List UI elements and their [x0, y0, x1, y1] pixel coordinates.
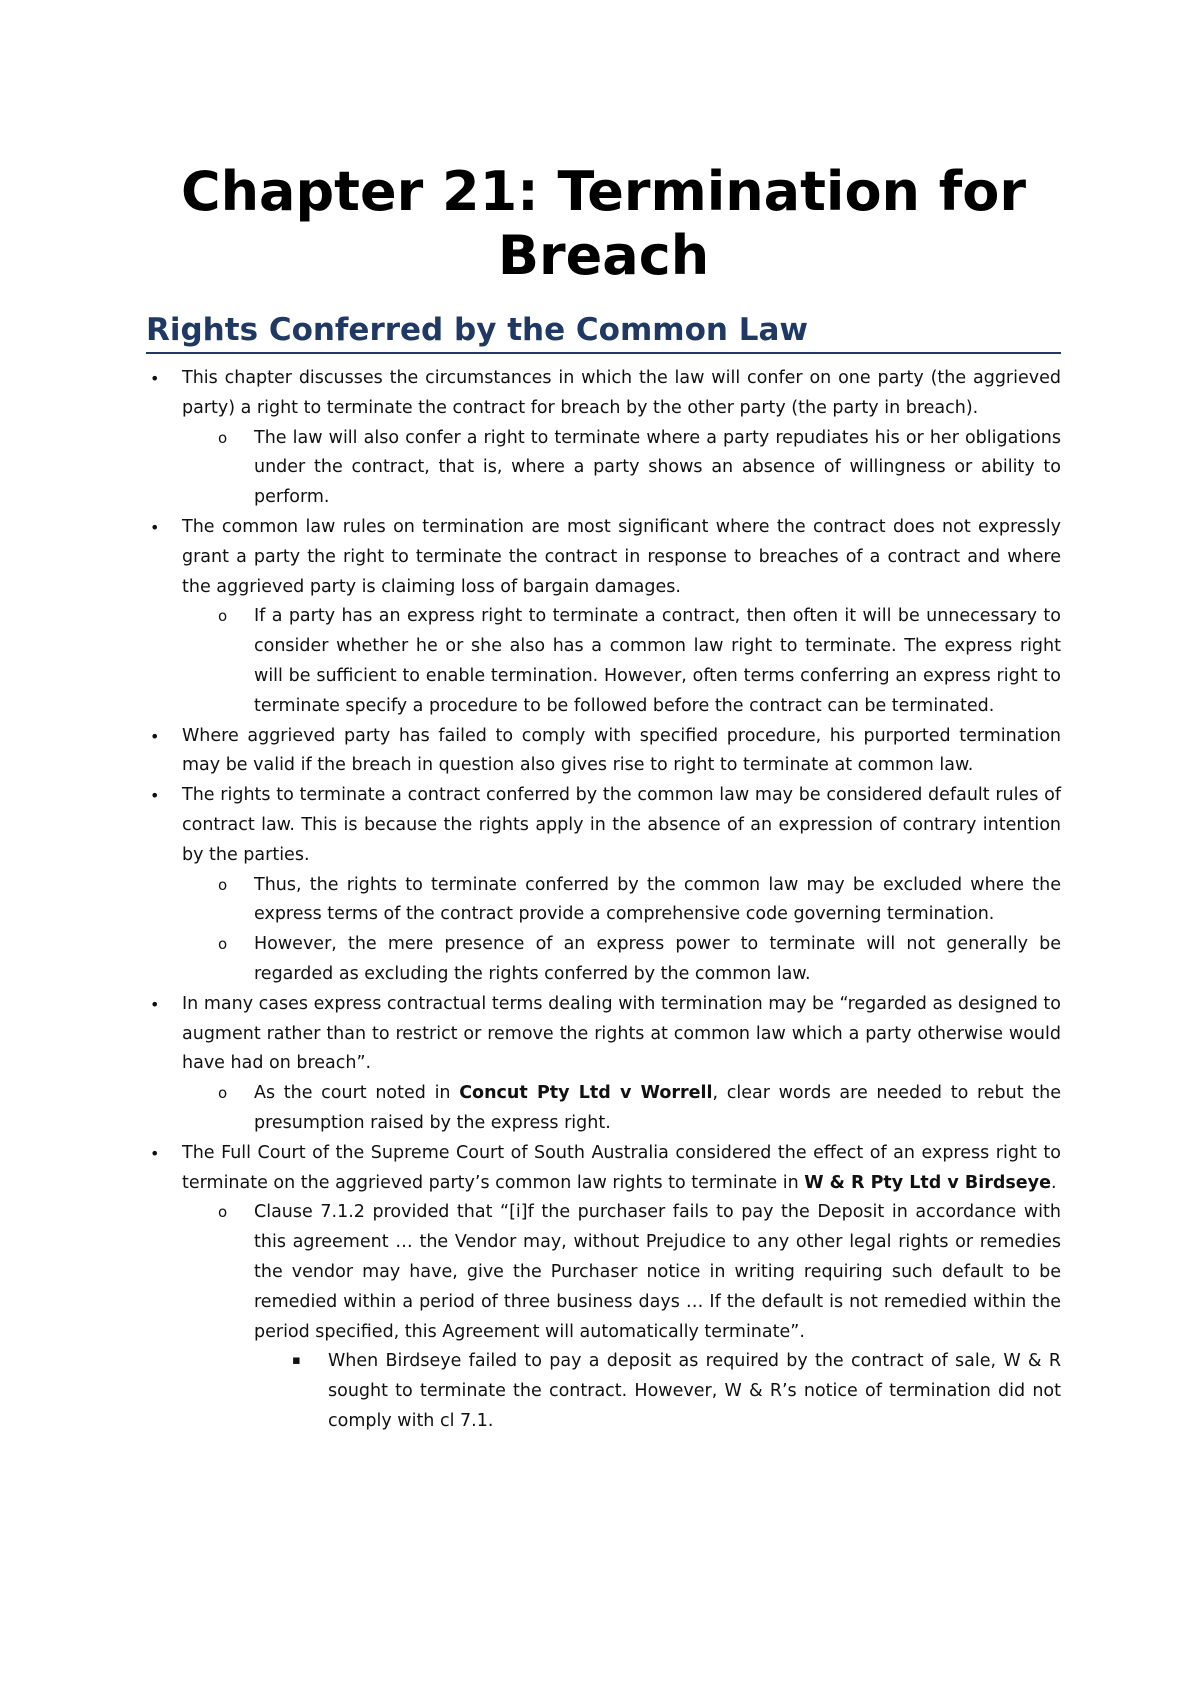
bullet-marker: • — [150, 517, 160, 537]
list-item-text: When Birdseye failed to pay a deposit as required by the contract of sale, W & R sought to terminate the contract. However, W & R’s notice of termination did not comply with cl 7.1. — [328, 1351, 1061, 1431]
sub-bullet-marker: o — [218, 935, 228, 954]
bullet-marker: • — [150, 994, 160, 1014]
bullet-marker: • — [150, 786, 160, 806]
bullet-marker: • — [150, 726, 160, 746]
list-item-text-after: . — [1050, 1172, 1057, 1193]
sub-bullet-marker: o — [218, 607, 228, 626]
bullet-marker: • — [150, 1143, 160, 1163]
section-heading: Rights Conferred by the Common Law — [146, 310, 1061, 354]
list-item-text: However, the mere presence of an express power to terminate will not generally be regarded as excluding the rights conferred by the common law. — [254, 934, 1061, 984]
case-name: Concut Pty Ltd v Worrell — [459, 1083, 713, 1104]
list-item — [146, 871, 1061, 931]
bullet-list — [146, 364, 1061, 1437]
list-item-text: The rights to terminate a contract conferred by the common law may be considered default rules of contract law. This is because the rights apply in the absence of an expression of contrary intention by the parties. — [182, 785, 1061, 865]
list-item-text: Clause 7.1.2 provided that “[i]f the purchaser fails to pay the Deposit in accordance with this agreement … the Vendor may, without Prejudice to any other legal rights or remedies the vendor may have, give the Purchaser notice in writing requiring such default to be remedied within a period of three business days … If the default is not remedied within the period specified, this Agreement will automatically terminate”. — [254, 1202, 1061, 1342]
square-bullet-marker: ▪ — [292, 1353, 301, 1369]
chapter-title: Chapter 21: Termination for Breach — [180, 160, 1027, 287]
sub-bullet-marker: o — [218, 1203, 228, 1222]
list-item-text-before: As the court noted in — [254, 1083, 460, 1104]
list-item-text: Thus, the rights to terminate conferred by the common law may be excluded where the express terms of the contract provide a comprehensive code governing termination. — [254, 874, 1061, 925]
list-item — [146, 781, 1061, 870]
list-item-text-after: , clear words are needed to rebut the presumption raised by the express right. — [254, 1083, 1062, 1133]
list-item — [146, 602, 1061, 721]
list-item — [146, 722, 1061, 782]
list-item — [146, 513, 1061, 602]
list-item — [146, 930, 1061, 990]
list-item — [146, 1139, 1061, 1199]
sub-bullet-marker: o — [218, 1084, 228, 1103]
list-item — [146, 364, 1061, 424]
list-item — [146, 424, 1061, 513]
list-item — [146, 1347, 1061, 1436]
list-item-text-before: The Full Court of the Supreme Court of South Australia considered the effect of an express right to terminate on the aggrieved party’s common law rights to terminate in — [182, 1142, 1061, 1193]
list-item-text: In many cases express contractual terms dealing with termination may be “regarded as designed to augment rather than to restrict or remove the rights at common law which a party otherwise would have had on breach”. — [182, 993, 1061, 1074]
list-item-text: The law will also confer a right to terminate where a party repudiates his or her obligations under the contract, that is, where a party shows an absence of willingness or ability to perform. — [254, 427, 1061, 508]
list-item-text: Where aggrieved party has failed to comply with specified procedure, his purported termination may be valid if the breach in question also gives rise to right to terminate at common law. — [182, 725, 1061, 776]
list-item-text: If a party has an express right to terminate a contract, then often it will be unnecessary to consider whether he or she also has a common law right to terminate. The express right will be sufficient to enable termination. However, often terms conferring an express right to terminate specify a procedure to be followed before the contract can be terminated. — [254, 606, 1061, 716]
document-page — [146, 160, 1061, 1437]
list-item-text: This chapter discusses the circumstances in which the law will confer on one party (the aggrieved party) a right to terminate the contract for breach by the other party (the party in breach). — [182, 368, 1061, 418]
sub-bullet-marker: o — [218, 428, 228, 447]
list-item — [146, 1079, 1061, 1139]
bullet-marker: • — [150, 369, 160, 388]
list-item-text: The common law rules on termination are most significant where the contract does not expressly grant a party the right to terminate the contract in response to breaches of a contract and where the aggrieved party is claiming loss of bargain damages. — [182, 516, 1061, 597]
case-name: W & R Pty Ltd v Birdseye — [804, 1172, 1051, 1193]
list-item — [146, 1198, 1061, 1347]
list-item — [146, 990, 1061, 1079]
sub-bullet-marker: o — [218, 875, 228, 894]
